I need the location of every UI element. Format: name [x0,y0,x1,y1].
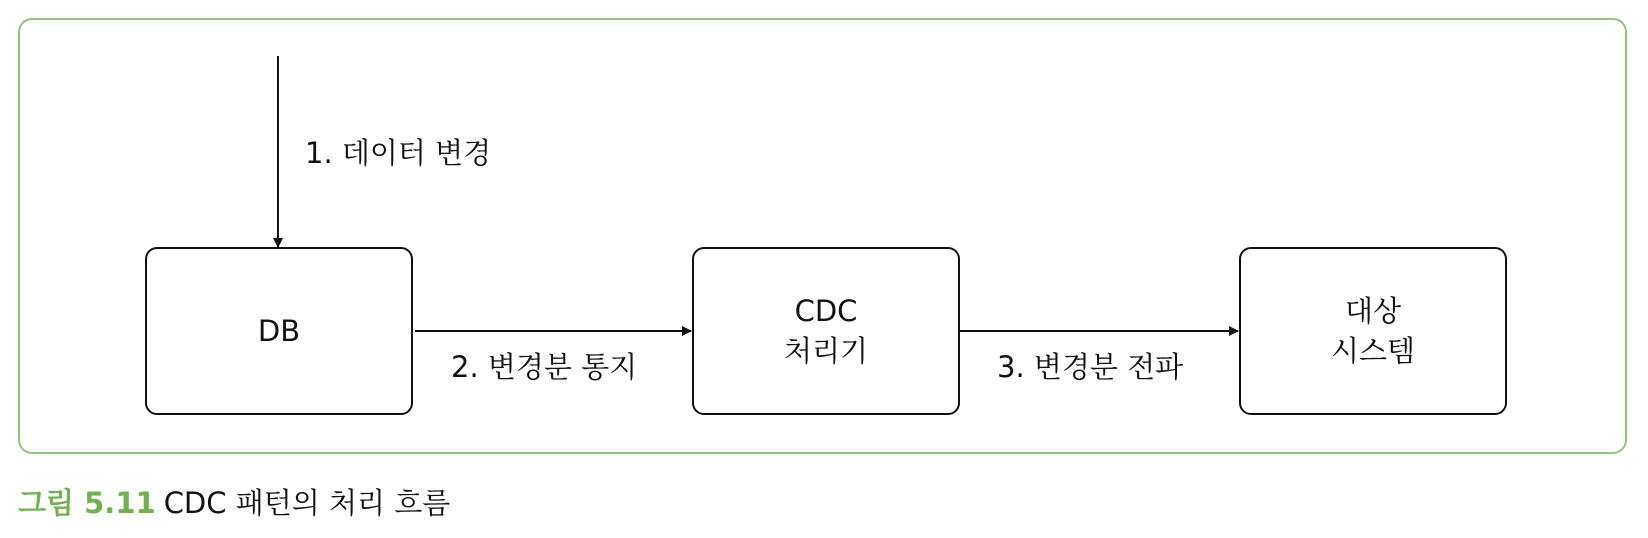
edge-label-change-notify: 2. 변경분 통지 [451,350,638,384]
edge-label-change-propagate: 3. 변경분 전파 [997,350,1184,384]
node-target-label-line2: 시스템 [1330,334,1416,368]
node-cdc-processor [692,247,960,415]
node-target-system [1239,247,1507,415]
edge-label-data-change: 1. 데이터 변경 [305,136,492,170]
node-cdc-label-line1: CDC [794,294,858,328]
figure-caption [18,485,450,521]
node-target-label-line1: 대상 [1344,294,1402,328]
node-db-label: DB [257,314,301,348]
caption-label: 그림 5.11 [18,486,156,520]
node-cdc-label-line2: 처리기 [783,334,869,368]
caption-title: CDC 패턴의 처리 흐름 [163,486,451,520]
node-db [145,247,413,415]
